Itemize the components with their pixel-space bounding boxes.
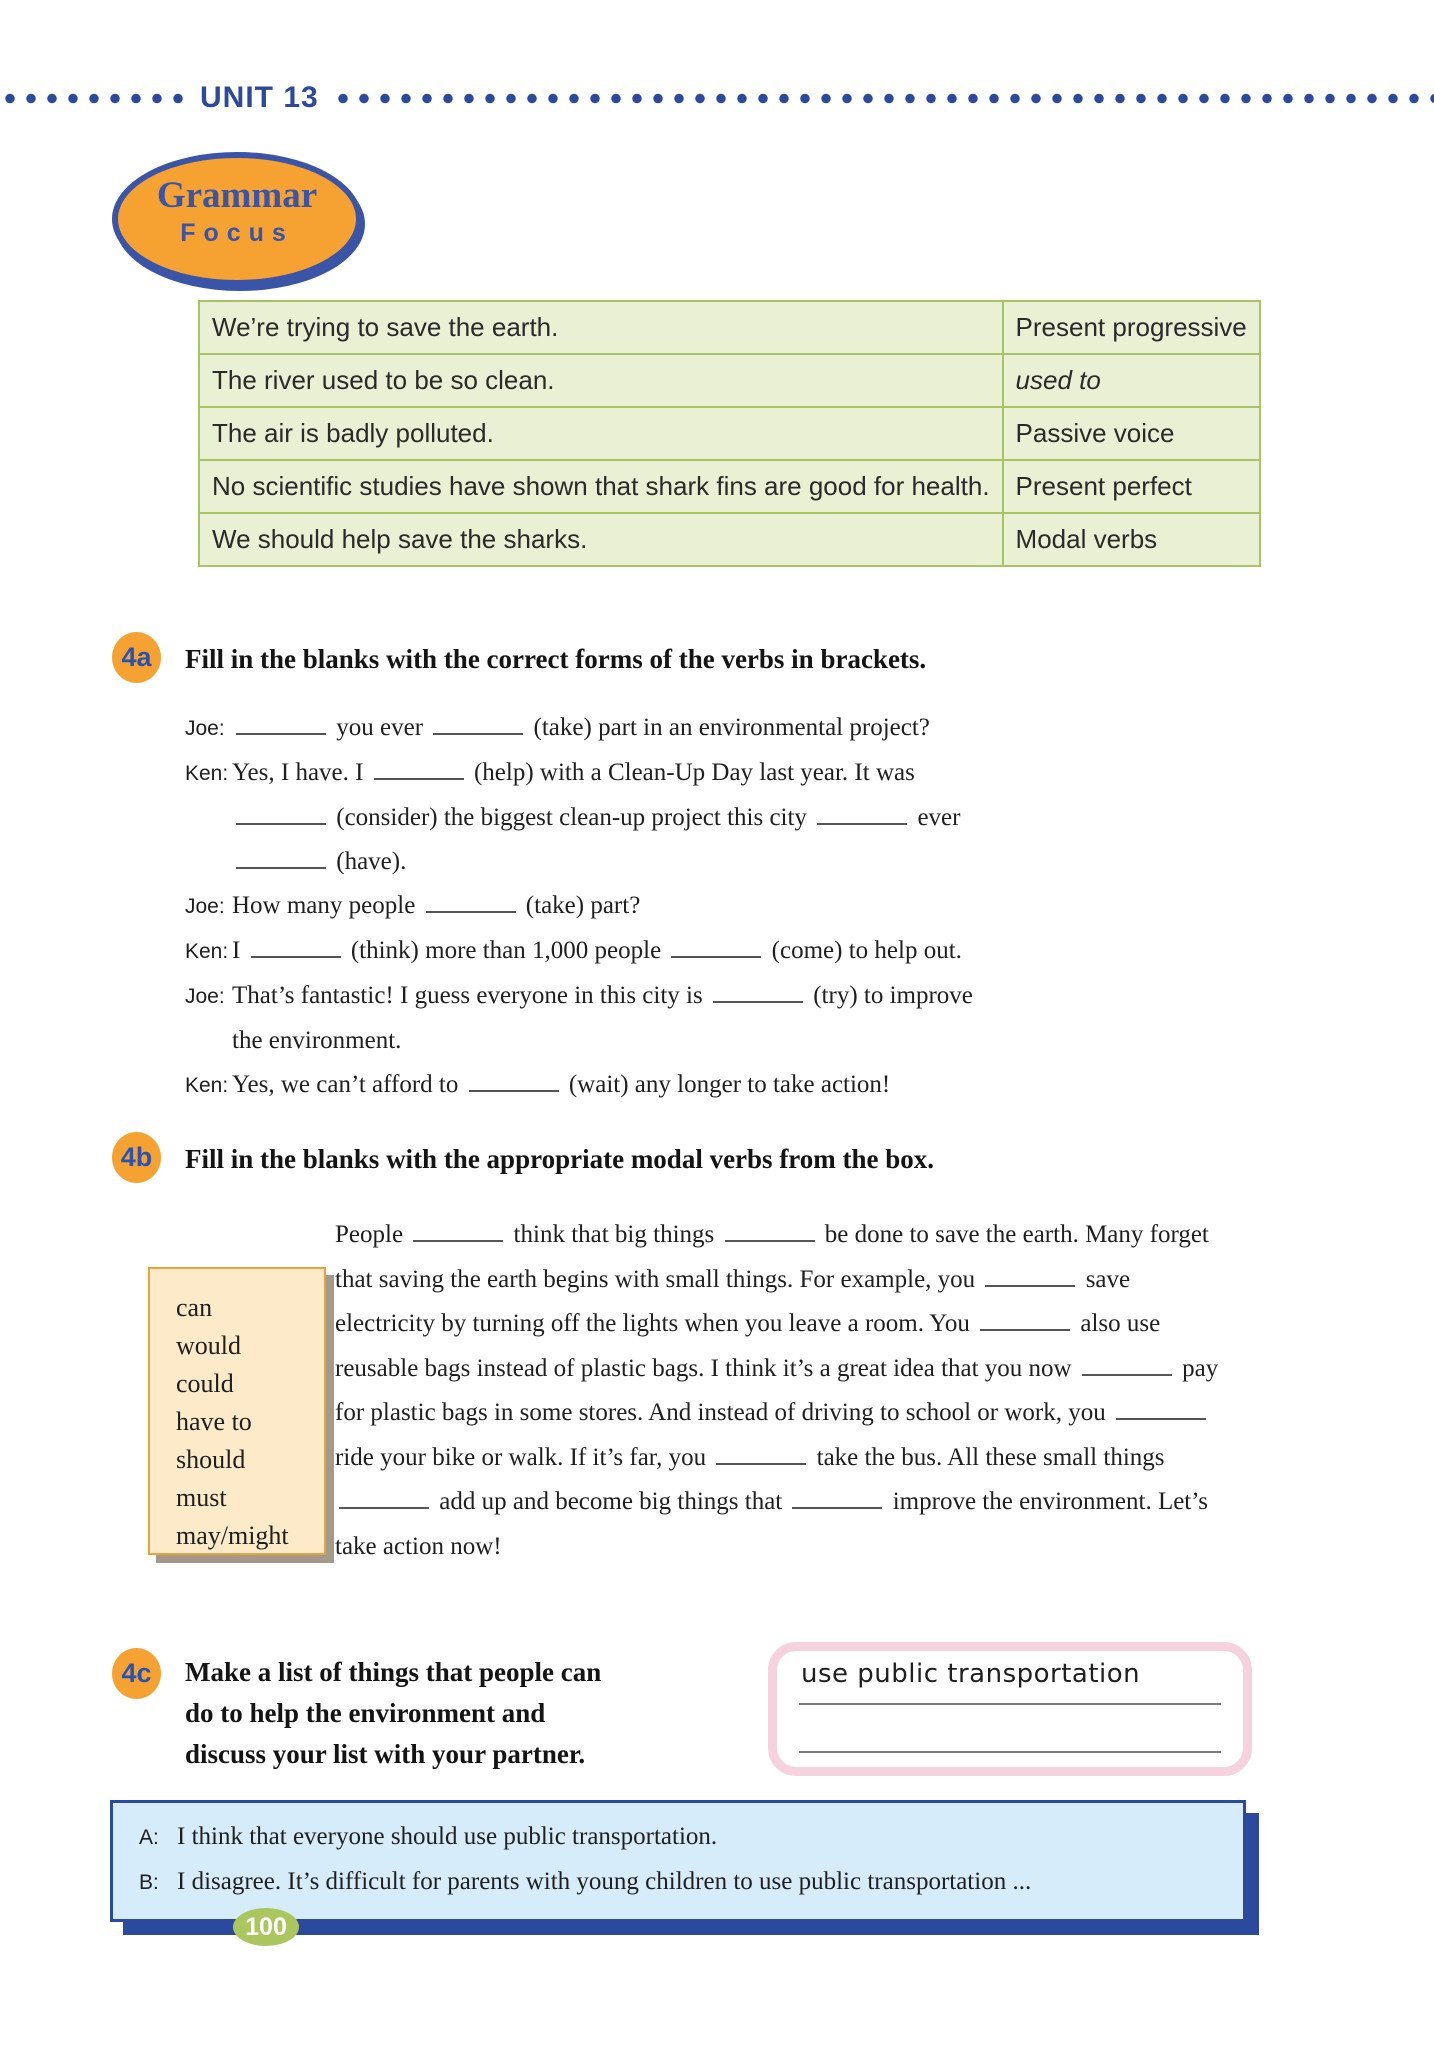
dialogue-text: Yes, I have. I (help) with a Clean-Up Day last year. It was — [232, 751, 915, 795]
dialogue-row — [185, 796, 1275, 840]
notes-writing-line — [799, 1751, 1221, 1753]
fill-in-blank — [413, 1218, 503, 1243]
speaker-label: Ken: — [185, 940, 229, 963]
fill-in-blank — [426, 889, 516, 914]
modal-paragraph: People think that big things be done to save the earth. Many forget that saving the earth begins with small things. For example, you save electricity by turning off the lights when you leave a room. You also use reusable bags instead of plastic bags. I think it’s a great idea that you now pay for plastic bags in some stores. And instead of driving to school or work, you ride your bike or walk. If it’s far, you take the bus. All these small things add up and become big things that improve the environment. Let’s take action now! — [335, 1213, 1227, 1569]
example-cell: We’re trying to save the earth. — [199, 301, 1003, 354]
dialogue-row — [185, 706, 1275, 751]
fill-in-blank — [725, 1218, 815, 1243]
fill-in-blank — [671, 934, 761, 959]
table-row — [199, 301, 1260, 354]
dialogue-text: Yes, we can’t afford to (wait) any longer to take action! — [232, 1063, 890, 1107]
fill-in-blank — [713, 979, 803, 1004]
speaker-label: Joe: — [185, 895, 225, 918]
dialogue-row — [185, 751, 1275, 796]
modal-word: can — [176, 1293, 213, 1322]
example-cell: No scientific studies have shown that shark fins are good for health. — [199, 460, 1003, 513]
dialogue-row — [185, 884, 1275, 929]
fill-in-blank — [374, 756, 464, 781]
fill-in-blank — [339, 1485, 429, 1510]
dialogue-text: (consider) the biggest clean-up project this city ever — [232, 796, 960, 840]
speech-text: I think that everyone should use public transportation. — [177, 1823, 718, 1850]
speaker-label: Ken: — [185, 762, 229, 785]
term-cell: used to — [1003, 354, 1260, 407]
modal-word: may/might — [176, 1521, 289, 1550]
speaker-label: Joe: — [185, 985, 225, 1008]
dialogue-4a — [185, 706, 1275, 1108]
dialogue-text: That’s fantastic! I guess everyone in this city is (try) to improve — [232, 974, 973, 1018]
speaker-label: Joe: — [185, 717, 225, 740]
speech-row — [139, 1815, 1217, 1860]
modal-word: would — [176, 1331, 241, 1360]
dialogue-row — [185, 929, 1275, 974]
grammar-focus-badge — [112, 152, 362, 286]
page-number-badge: 100 — [233, 1908, 299, 1946]
table-row — [199, 354, 1260, 407]
notes-writing-line — [799, 1703, 1221, 1705]
unit-header-rule — [0, 81, 1434, 114]
dialogue-row — [185, 1019, 1275, 1063]
term-cell: Modal verbs — [1003, 513, 1260, 566]
speech-box — [110, 1800, 1246, 1922]
grammar-focus-subtitle: Focus — [180, 219, 294, 247]
dialogue-row — [185, 840, 1275, 884]
example-cell: The air is badly polluted. — [199, 407, 1003, 460]
dialogue-row — [185, 974, 1275, 1019]
speech-row — [139, 1860, 1217, 1905]
grammar-table — [198, 300, 1261, 567]
example-cell: The river used to be so clean. — [199, 354, 1003, 407]
dialogue-text: How many people (take) part? — [232, 884, 640, 928]
section-4a-title: Fill in the blanks with the correct forms of the verbs in brackets. — [185, 644, 927, 674]
fill-in-blank — [985, 1262, 1075, 1287]
modal-word: must — [176, 1483, 227, 1512]
speaker-label: B: — [139, 1871, 159, 1894]
fill-in-blank — [817, 801, 907, 826]
dotted-line-left — [0, 93, 186, 104]
fill-in-blank — [251, 934, 341, 959]
dialogue-text: you ever (take) part in an environmental project? — [232, 706, 930, 750]
fill-in-blank — [469, 1068, 559, 1093]
fill-in-blank — [792, 1485, 882, 1510]
term-cell: Present perfect — [1003, 460, 1260, 513]
fill-in-blank — [236, 801, 326, 826]
speaker-label: A: — [139, 1826, 159, 1849]
fill-in-blank — [1116, 1396, 1206, 1421]
grammar-focus-title: Grammar — [156, 175, 318, 216]
fill-in-blank — [236, 845, 326, 870]
section-4b-title: Fill in the blanks with the appropriate modal verbs from the box. — [185, 1144, 935, 1174]
table-row — [199, 460, 1260, 513]
modal-word: have to — [176, 1407, 252, 1436]
fill-in-blank — [716, 1440, 806, 1465]
example-cell: We should help save the sharks. — [199, 513, 1003, 566]
table-row — [199, 513, 1260, 566]
modal-word: could — [176, 1369, 234, 1398]
section-4a-badge: 4a — [112, 632, 161, 683]
dialogue-text: I (think) more than 1,000 people (come) to help out. — [232, 929, 962, 973]
section-4c-title: Make a list of things that people can do to help the environment and discuss your list with your partner. — [185, 1657, 602, 1769]
speaker-label: Ken: — [185, 1074, 229, 1097]
dialogue-text: the environment. — [232, 1027, 402, 1054]
fill-in-blank — [433, 711, 523, 736]
fill-in-blank — [980, 1307, 1070, 1332]
modal-word: should — [176, 1445, 246, 1474]
notes-entry: use public transportation — [801, 1659, 1141, 1689]
fill-in-blank — [1082, 1351, 1172, 1376]
term-cell: Present progressive — [1003, 301, 1260, 354]
modal-verbs-box — [148, 1267, 326, 1555]
unit-label: UNIT 13 — [200, 81, 319, 114]
dotted-line-right — [333, 93, 1434, 104]
speech-text: I disagree. It’s difficult for parents with young children to use public transportation ... — [177, 1868, 1032, 1895]
section-4b-badge: 4b — [112, 1132, 161, 1183]
table-row — [199, 407, 1260, 460]
fill-in-blank — [236, 711, 326, 736]
notes-box — [768, 1642, 1252, 1776]
section-4c-badge: 4c — [112, 1648, 161, 1699]
dialogue-row — [185, 1063, 1275, 1108]
dialogue-text: (have). — [232, 840, 406, 884]
term-cell: Passive voice — [1003, 407, 1260, 460]
